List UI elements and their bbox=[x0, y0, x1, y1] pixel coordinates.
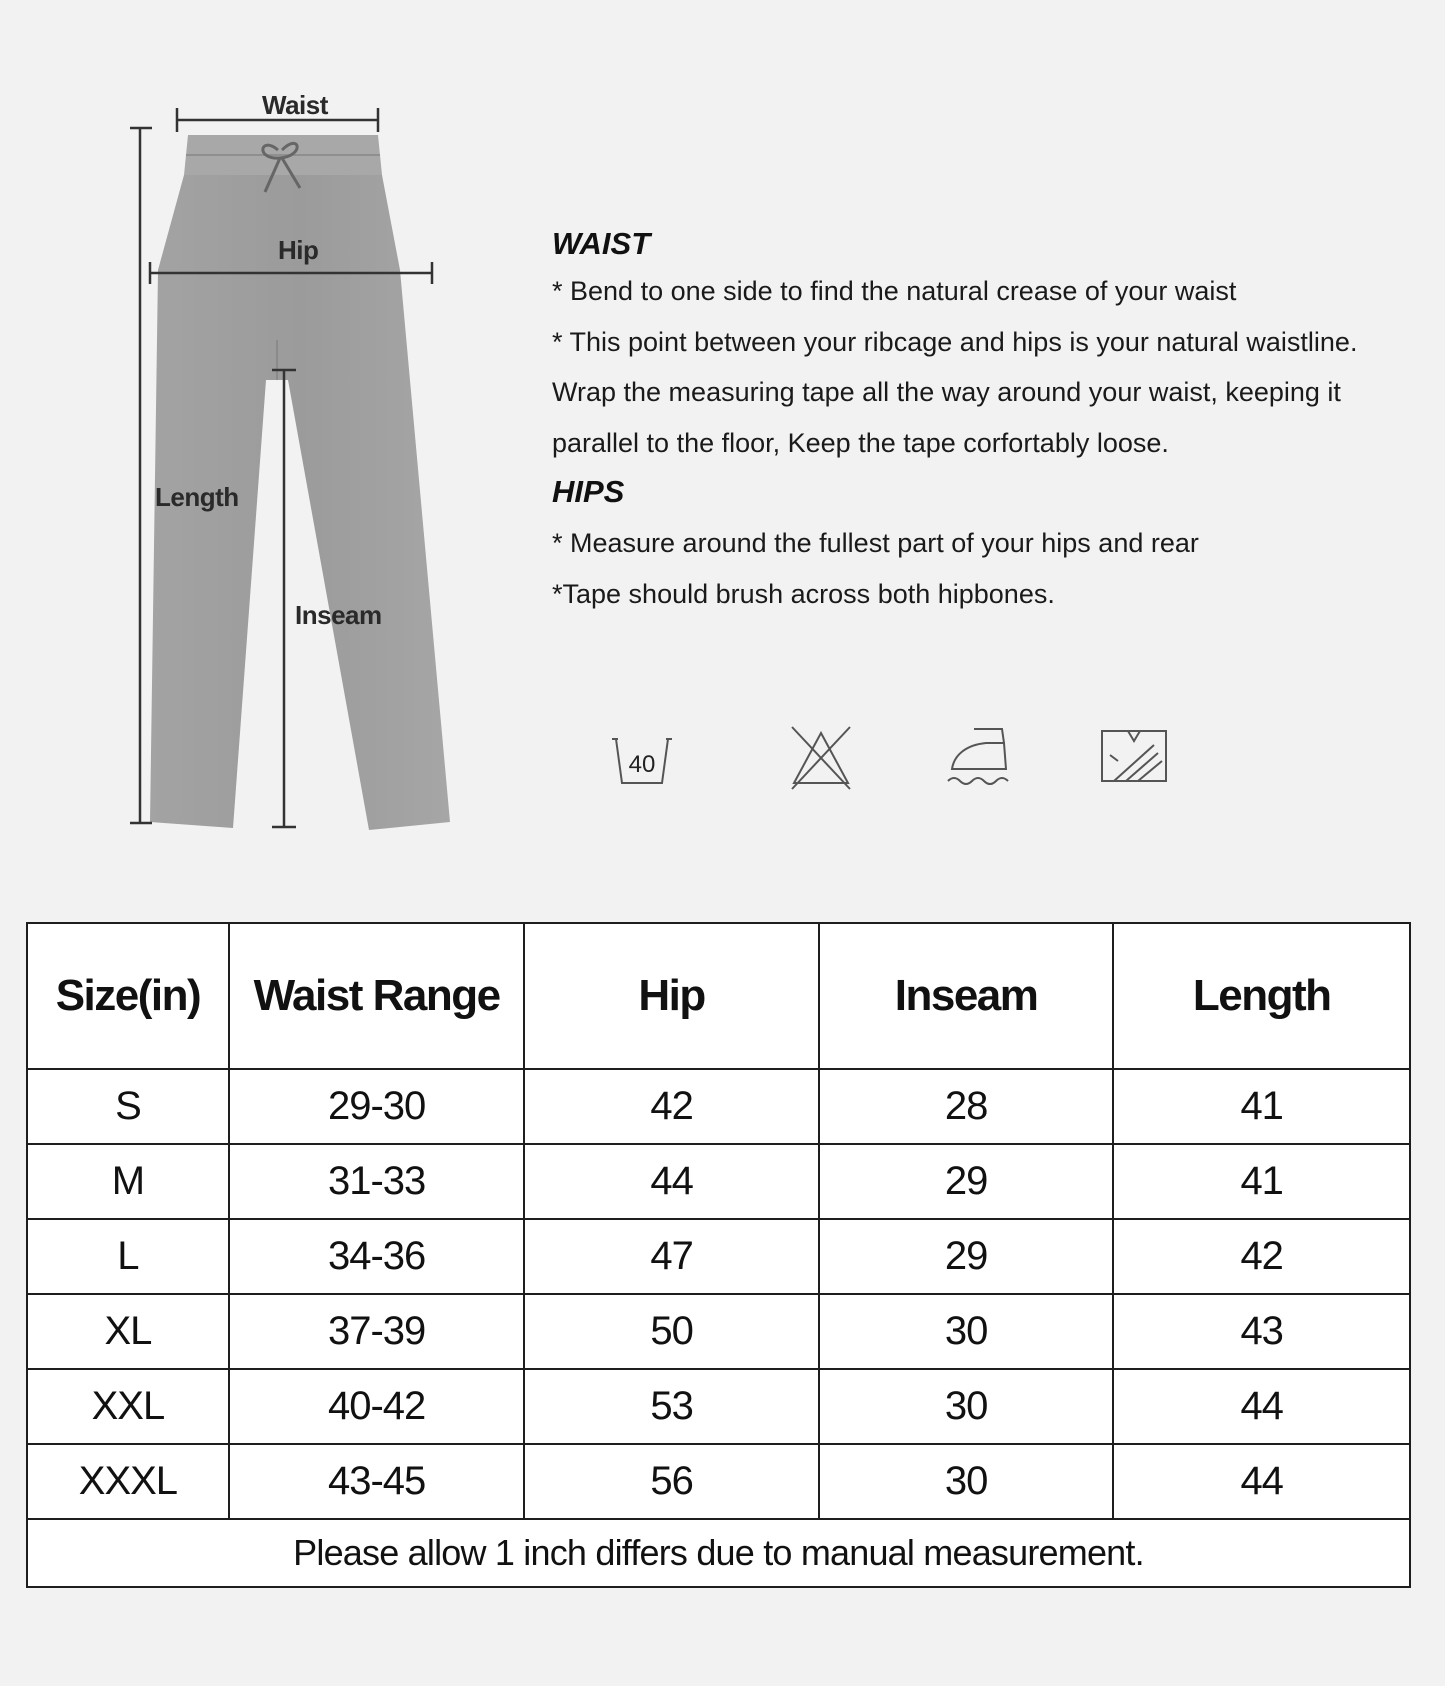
cell-size: XXXL bbox=[27, 1444, 229, 1519]
cell-waist-range: 29-30 bbox=[229, 1069, 525, 1144]
cell-inseam: 29 bbox=[819, 1219, 1114, 1294]
waist-label: Waist bbox=[262, 90, 328, 120]
cell-waist-range: 40-42 bbox=[229, 1369, 525, 1444]
hips-instruction-2: *Tape should brush across both hipbones. bbox=[552, 578, 1055, 609]
cell-waist-range: 31-33 bbox=[229, 1144, 525, 1219]
hip-label: Hip bbox=[278, 235, 319, 265]
header-size: Size(in) bbox=[27, 923, 229, 1069]
cell-length: 41 bbox=[1113, 1069, 1410, 1144]
cell-size: XL bbox=[27, 1294, 229, 1369]
cell-hip: 42 bbox=[524, 1069, 818, 1144]
cell-length: 43 bbox=[1113, 1294, 1410, 1369]
header-hip: Hip bbox=[524, 923, 818, 1069]
cell-waist-range: 34-36 bbox=[229, 1219, 525, 1294]
cell-waist-range: 43-45 bbox=[229, 1444, 525, 1519]
waist-instruction-1: * Bend to one side to find the natural crease of your waist bbox=[552, 276, 1237, 306]
waist-heading: WAIST bbox=[552, 226, 651, 261]
table-row bbox=[27, 1294, 1410, 1369]
cell-inseam: 30 bbox=[819, 1444, 1114, 1519]
size-table bbox=[26, 922, 1411, 1588]
cell-size: XXL bbox=[27, 1369, 229, 1444]
do-not-bleach-icon bbox=[788, 725, 854, 791]
waist-instruction-2: * This point between your ribcage and hips is your natural waistline. bbox=[552, 326, 1358, 357]
wash-temperature: 40 bbox=[628, 751, 656, 778]
measurement-note: Please allow 1 inch differs due to manual measurement. bbox=[27, 1519, 1410, 1587]
hips-instruction-1: * Measure around the fullest part of your hips and rear bbox=[552, 528, 1199, 558]
cell-waist-range: 37-39 bbox=[229, 1294, 525, 1369]
waist-instruction-4: parallel to the floor, Keep the tape corfortably loose. bbox=[552, 427, 1169, 458]
table-row bbox=[27, 1444, 1410, 1519]
length-label: Length bbox=[155, 482, 239, 512]
care-icons bbox=[0, 725, 1445, 795]
cell-size: S bbox=[27, 1069, 229, 1144]
header-inseam: Inseam bbox=[819, 923, 1114, 1069]
cell-inseam: 30 bbox=[819, 1294, 1114, 1369]
cell-size: L bbox=[27, 1219, 229, 1294]
header-waist-range: Waist Range bbox=[229, 923, 525, 1069]
cell-inseam: 29 bbox=[819, 1144, 1114, 1219]
cell-size: M bbox=[27, 1144, 229, 1219]
iron-icon bbox=[946, 725, 1014, 785]
table-header-row bbox=[27, 923, 1410, 1069]
cell-length: 44 bbox=[1113, 1369, 1410, 1444]
cell-inseam: 30 bbox=[819, 1369, 1114, 1444]
cell-hip: 47 bbox=[524, 1219, 818, 1294]
wash-40-icon bbox=[608, 725, 676, 787]
table-row bbox=[27, 1369, 1410, 1444]
cell-length: 42 bbox=[1113, 1219, 1410, 1294]
cell-hip: 44 bbox=[524, 1144, 818, 1219]
header-length: Length bbox=[1113, 923, 1410, 1069]
table-row bbox=[27, 1219, 1410, 1294]
inseam-label: Inseam bbox=[295, 600, 382, 630]
cell-hip: 53 bbox=[524, 1369, 818, 1444]
waist-instruction-3: Wrap the measuring tape all the way around your waist, keeping it bbox=[552, 377, 1341, 407]
cell-hip: 56 bbox=[524, 1444, 818, 1519]
table-row bbox=[27, 1069, 1410, 1144]
cell-hip: 50 bbox=[524, 1294, 818, 1369]
cell-length: 41 bbox=[1113, 1144, 1410, 1219]
hips-heading: HIPS bbox=[552, 474, 625, 509]
cell-length: 44 bbox=[1113, 1444, 1410, 1519]
measuring-guide bbox=[552, 222, 1432, 619]
table-row bbox=[27, 1144, 1410, 1219]
cell-inseam: 28 bbox=[819, 1069, 1114, 1144]
dry-flat-icon bbox=[1098, 725, 1170, 787]
table-note-row bbox=[27, 1519, 1410, 1587]
